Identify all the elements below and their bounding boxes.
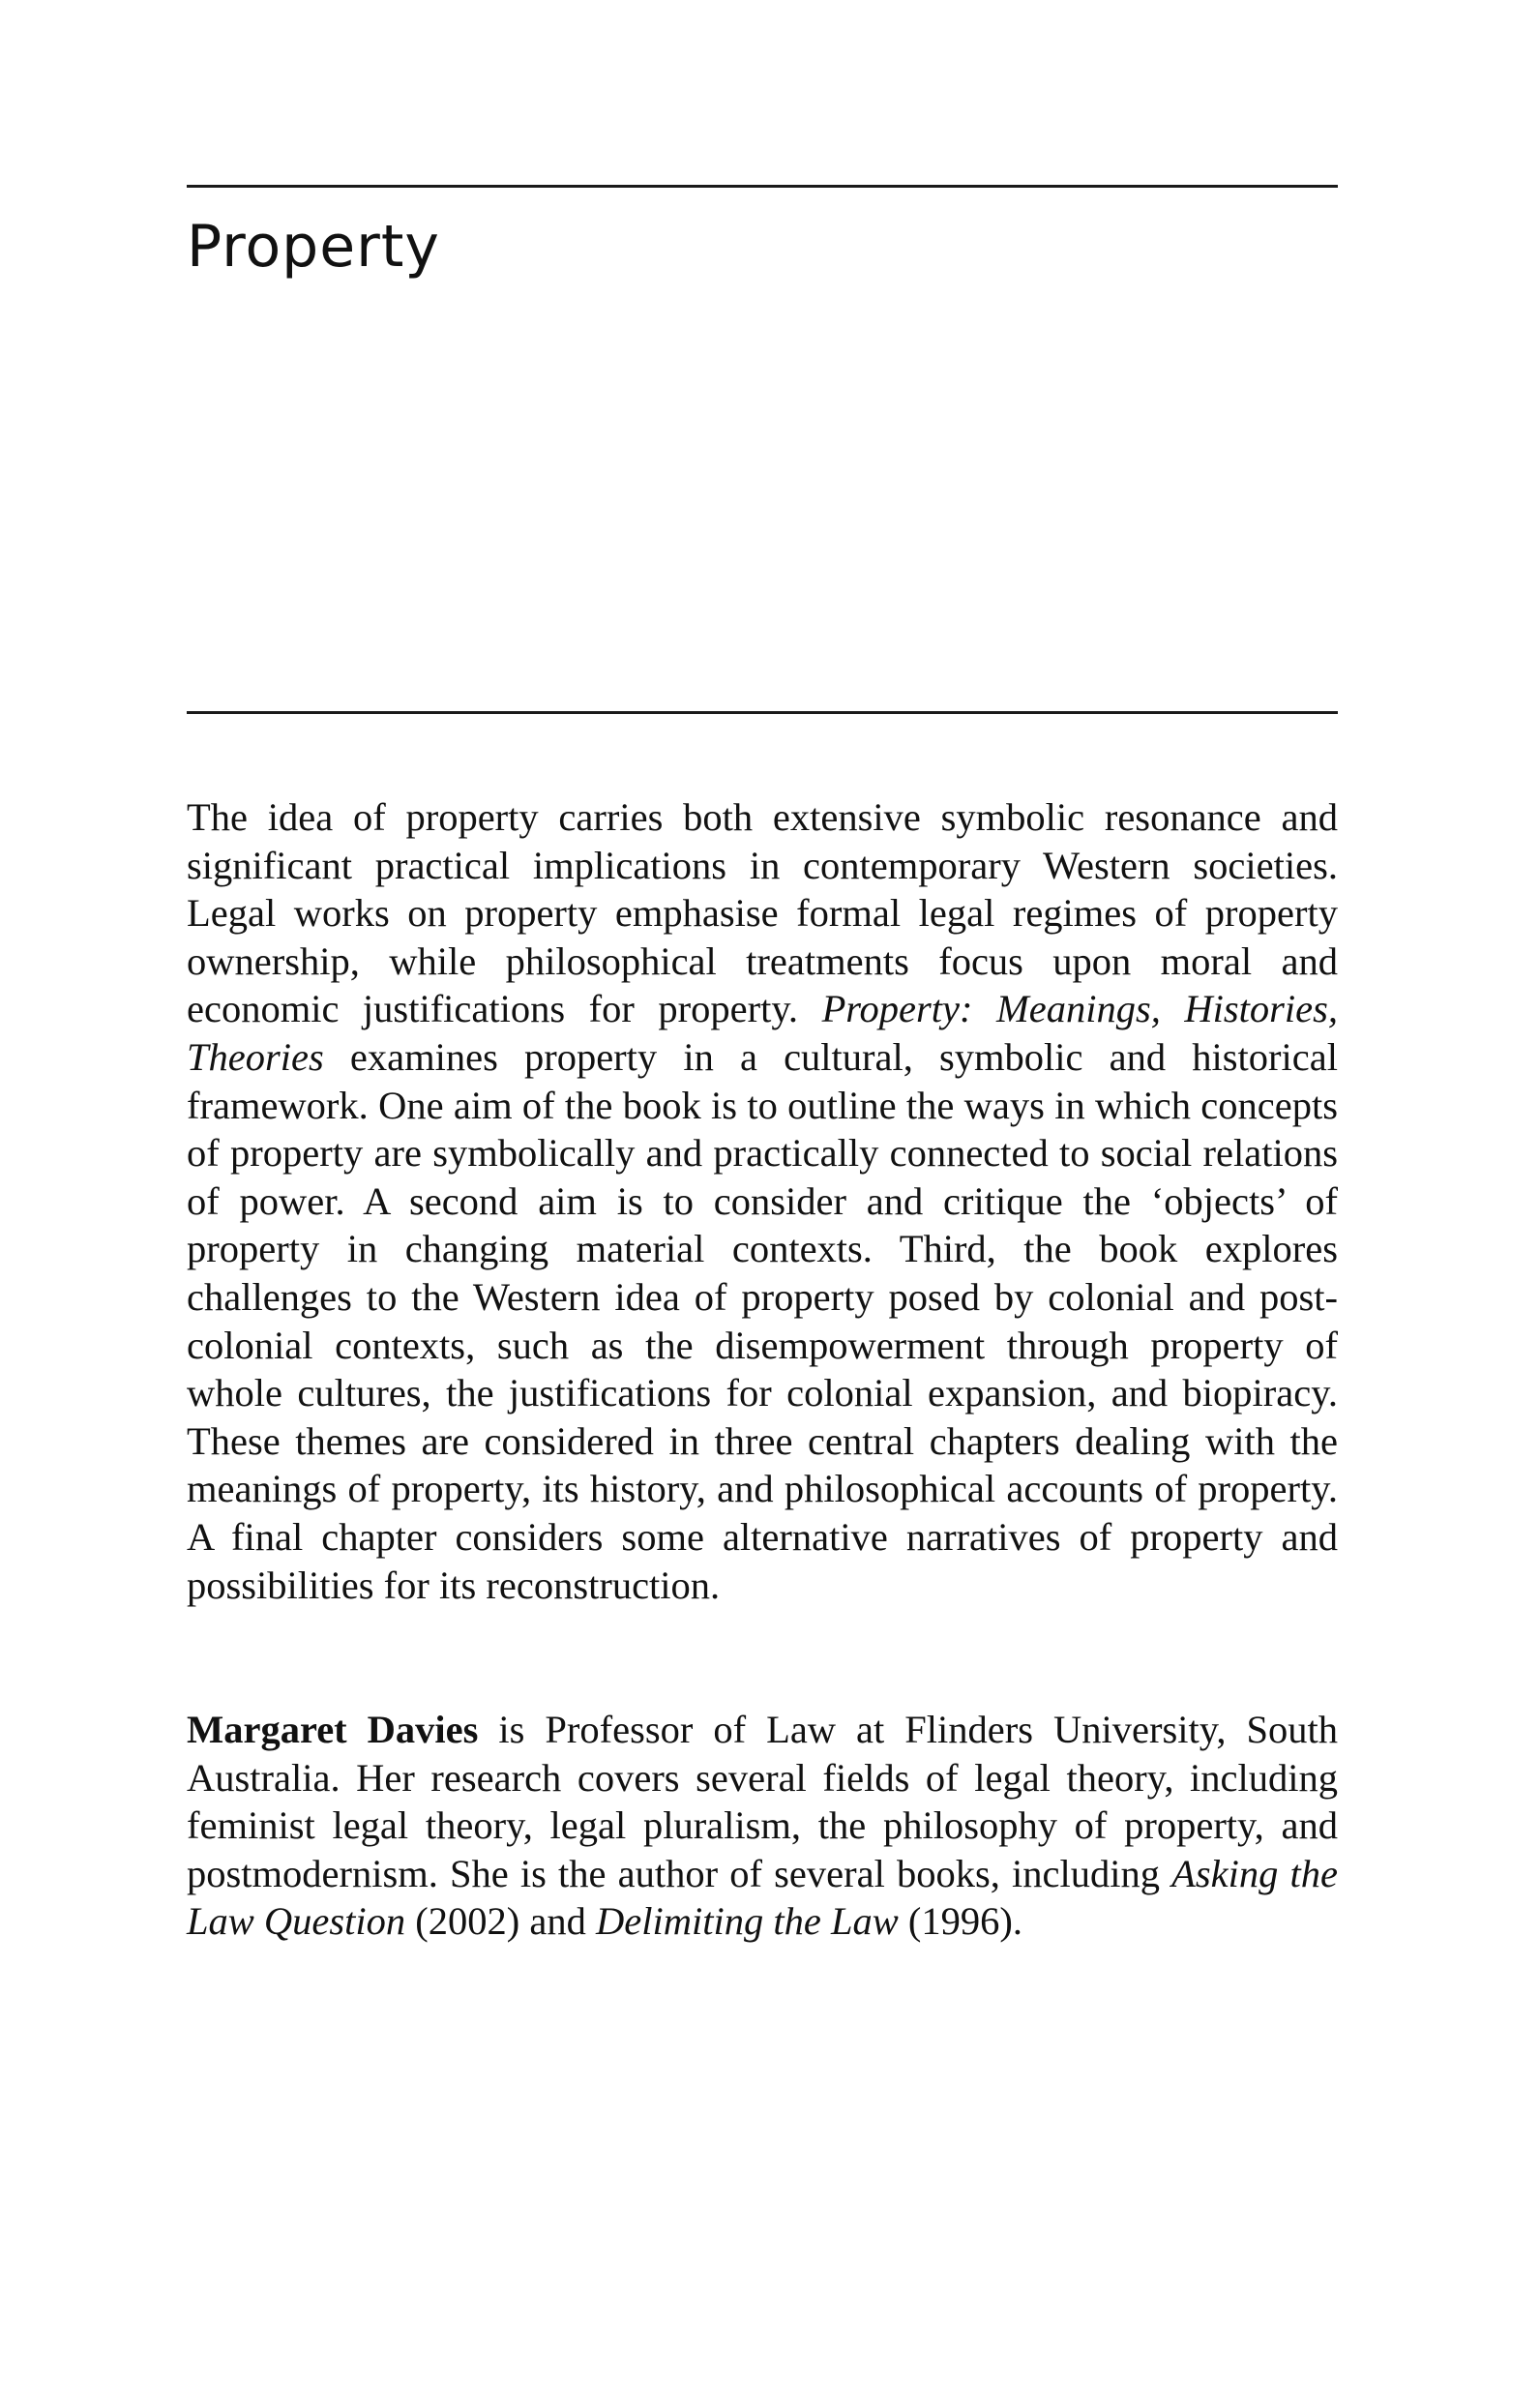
description-intro: The idea of property carries both extensive symbolic resonance and significant practical implications in contemporary Western societies. Legal works on property emphasise formal legal regimes of property ownership, while philosophical treatments focus upon moral and economic justifications for property. [187,795,1338,1031]
top-rule [187,185,1338,188]
author-name: Margaret Davies [187,1708,479,1751]
author-bio [187,1706,1338,1946]
book-title-italic: Property: Meanings, Histories, Theories [187,987,1338,1079]
bottom-rule [187,711,1338,714]
page-title: Property [187,213,440,281]
work-year-1: (2002) and [415,1899,586,1944]
book-description [187,793,1338,1609]
author-bio-text: is Professor of Law at Flinders University, South Australia. Her research covers several fields of legal theory, including feminist legal theory, legal pluralism, the philosophy of property, and postmodernism. She is the author of several books, including [187,1708,1338,1895]
work-title-2: Delimiting the Law [595,1899,899,1944]
work-year-2: (1996). [907,1899,1022,1944]
description-body: examines property in a cultural, symbolic and historical framework. One aim of the book is to outline the ways in which concepts of property are symbolically and practically connected to social relations of power. A second aim is to consider and critique the ‘objects’ of property in changing material contexts. Third, the book explores challenges to the Western idea of property posed by colonial and post-colonial contexts, such as the disempowerment through property of whole cultures, the justifications for colonial expansion, and biopiracy. These themes are considered in three central chapters dealing with the meanings of property, its history, and philosophical accounts of property. A final chapter considers some alternative narratives of property and possibilities for its reconstruction. [187,1034,1338,1607]
work-title-1: Asking the Law Question [187,1851,1339,1944]
